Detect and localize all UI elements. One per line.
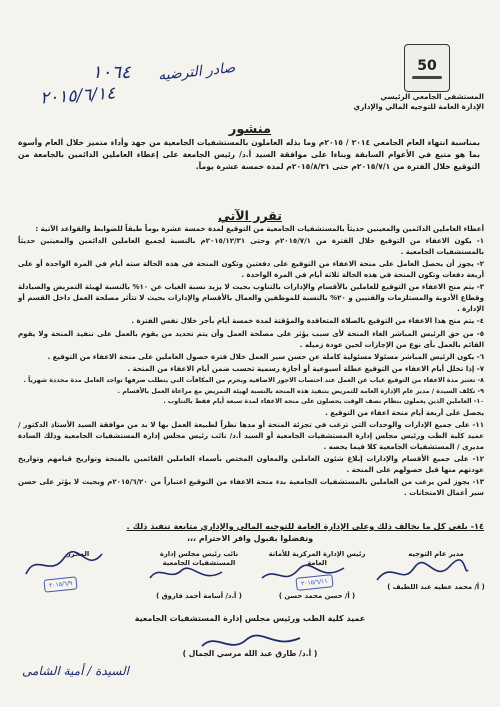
letterhead: [354, 92, 484, 112]
decision-item: ١٢- على جميع الأقسام والإدارات إبلاغ شئون العاملين والمعاون المختص بأسماء العاملين القائمين بالمنحة وتواريخ قيامهم وتواريخ عودتهم منها قبل حصولهم على المنحة .: [18, 453, 484, 474]
vice-chair-signature-scribble: [146, 558, 226, 588]
logo-ring: [412, 76, 442, 79]
intro-paragraph: بمناسبة انتهاء العام الجامعي ٢٠١٤ / ٢٠١٥م وما بذله العاملون بالمستشفيات الجامعية من جهد وأداء متميز خلال العام وأسوة بما هو متبع في الأعوام السابقة وبناءا على موافقة السيد أ.د/ رئيس الجامعة على إعطاء العاملين الدائمين بالجامعة من التوقيع خلال الفترة من ٢٠١٥/٧/١م حتى ٢٠١٥/٨/٣١م لمدة خمسة عشرة يوماً.: [18, 138, 480, 172]
handwritten-name: السيدة / أمية الشامى: [22, 664, 129, 678]
greeting-line: وتفضلوا بقبول وافر الاحترام ،،،: [186, 534, 314, 543]
decision-item: ١١- على جميع الإدارات والوحدات التي ترغب في تجزئة المنحة أو مدها نظراً لطبيعة العمل بها لا بد من موافقة السيد الأستاذ الدكتور / عميد كلية الطب ورئيس مجلس إدارة المستشفيات الجامعية أو السيد أ.د/ نائب رئيس مجلس إدارة المستشفيات الجامعية وذلك السادة مديرى / المستشفيات الجامعية كلا فيما يخصه .: [18, 419, 484, 451]
decision-note: ٩- تكلف السيدة / مدير عام الإدارة العامة للتمريض بتنفيذ هذه المنحة بالنسبة لهيئة التمريض مع مراعاة العمل بالأقسام .: [117, 387, 484, 395]
signature-role: نائب رئيس مجلس إدارة المستشفيات الجامعية: [159, 550, 239, 567]
letterhead-line1: المستشفى الجامعي الرئيسي: [380, 92, 484, 101]
letterhead-line2: الإدارة العامة للتوجيه المالي والإداري: [353, 102, 484, 111]
signature-role: رئيس الإدارة المركزية للأمانة العامة: [268, 550, 366, 567]
date-stamp: ٢٠١٥/٦/١١: [295, 574, 333, 591]
decisions-heading: تقرر الآتي: [218, 208, 282, 223]
dean-role: عميد كلية الطب ورئيس مجلس إدارة المستشفيات الجامعية: [134, 614, 366, 623]
logo-number: 50: [417, 57, 437, 74]
decision-note: ٨- تعتبر مدة الاعفاء من التوقيع غياب عن العمل عند احتساب الاجور الاضافية ويحرم من المكافآت التي يتطلب صرفها تواجد العامل مدة محددة شهرياً .: [23, 377, 484, 385]
hospital-logo: [404, 44, 450, 92]
decision-item: ٦- يكون الرئيس المباشر مسئولا مسئولية كاملة عن حسن سير العمل خلال فترة حصول العاملين على منحة الاعفاء من التوقيع .: [47, 351, 484, 361]
decision-item: ٥- من حق الرئيس المباشر الغاء المنحة لأى سبب يؤثر على مصلحة العمل وأن يتم تحديد من يقوم بالعمل على تنفيذ المنحة ولا يقوم القائم بالعمل بأى نوع من الإجازات لحين عودة زميله .: [18, 328, 484, 349]
handwritten-note: صادر الترضيه: [157, 60, 236, 84]
decision-item: أعطاء العاملين الدائمين والمعينين حديثاً بالمستشفيات الجامعية من التوقيع لمدة خمسة عشرة يوماً طبقاً للضوابط والقواعد الآتية :: [35, 224, 484, 233]
handwritten-date: ٢٠١٥/٦/١٤: [39, 83, 116, 109]
signature-role: المحرر: [66, 550, 90, 558]
decision-item: ١٣- يجوز لمن يرغب من العاملين بالمستشفيات الجامعية بدء منحة الاعفاء من التوقيع اعتباراً من ٢٠١٥/٦/٢٠م وبحيث لا يؤثر على حسن سير أعمال الامتحانات .: [18, 476, 484, 497]
decision-item: ٣- يتم منح الاعفاء من التوقيع للعاملين بالأقسام والإدارات بالتناوب بحيث لا يزيد نسبة الغياب عن ١٠% بالنسبة لهيئة التمريض والصيادلة وقطاع الأدوية والمستلزمات والفنيين و ٢٠% بالنسبة للموظفين والعمال بالأقسام والإدارات بحيث لا تتأثر مصلحة العمل داخل القسم أو الإدارة .: [18, 282, 485, 314]
decision-item: يحصل على أربعة أيام منحة اعفاء من التوقيع .: [325, 407, 484, 417]
dean-signature-scribble: [196, 628, 306, 658]
signature-name: ( أ/ محمد عطيه عبد اللطيف ): [387, 583, 485, 591]
dean-name: ( أ.د/ طارق عبد الله مرسي الجمال ): [182, 649, 318, 658]
decision-list: [18, 224, 484, 500]
closing-clause: ١٤- يلغى كل ما يخالف ذلك وعلى الإدارة العامة للتوجيه المالي والإداري متابعة تنفيذ ذلك .: [126, 521, 484, 531]
director-signature-scribble: [372, 556, 472, 590]
handwritten-number: ١٠٦٤: [92, 62, 131, 83]
signature-role: مدير عام التوجيه: [408, 550, 464, 558]
signature-name: ( أ/ حسن محمد حسن ): [278, 592, 356, 600]
decision-item: ١- يكون الاعفاء من التوقيع خلال الفترة من ٢٠١٥/٧/١م وحتى ٢٠١٥/١٢/٣١م بالنسبة لجميع العاملين الدائمين والمعينين حديثاً بالمستشفيات الجامعية .: [18, 236, 484, 257]
signature-name: ( أ.د/ أسامة أحمد فاروق ): [156, 592, 242, 600]
decision-item: ٧- إذا تخلل أيام الاعفاء من التوقيع عطلة أسبوعية أو أجازة رسمية تحسب ضمن أيام الاعفاء من المنحة .: [127, 363, 484, 373]
date-stamp: ٢٠١٥/٦/٩: [43, 576, 78, 592]
document-title: منشور: [228, 122, 272, 137]
decision-item: ٤- يتم منح هذا الاعفاء من التوقيع بالصلاة المتعاقدة والمؤقتة لمدة خمسة أيام بأجر خلال نفس الفترة .: [131, 316, 484, 326]
decision-item: ٢- يجوز أن يحصل العامل على منحة الاعفاء من التوقيع على دفعتين وتكون المنحة في هذه الحالة سته أيام في المرة الواحدة أو على أربعة دفعات وتكون المنحة في هذه الحالة ثلاثة أيام في المرة الواحدة .: [18, 259, 484, 280]
decision-note: ١٠- العاملين الذين يعملون بنظام نصف الوقت يحصلون على منحة الاعفاء لمدة سبعة أيام فقط بالتناوب .: [163, 398, 484, 406]
